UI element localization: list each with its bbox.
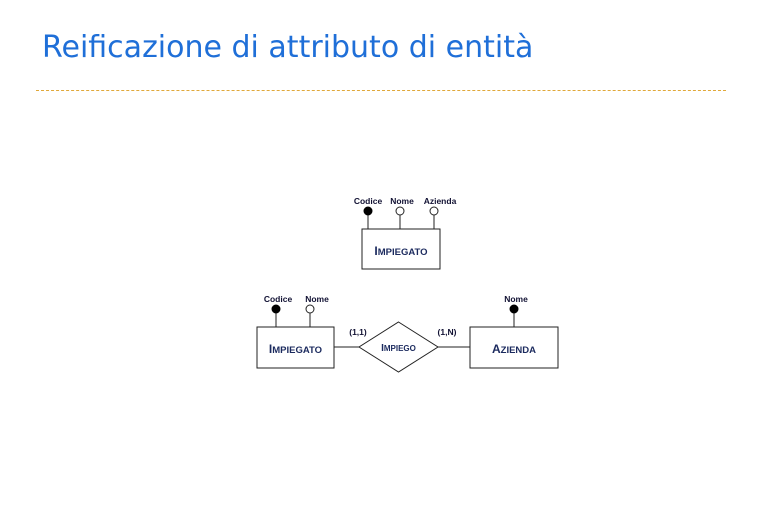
- slide-title: Reificazione di attributo di entità: [42, 30, 534, 65]
- top-entity-initial: I: [374, 244, 378, 258]
- left-attr-codice-identifier-dot: [272, 305, 280, 313]
- left-entity-impiegato-label: [269, 342, 322, 356]
- top-attr-azienda-label: Azienda: [423, 196, 457, 206]
- top-entity-group: [354, 196, 457, 269]
- top-attr-codice-identifier-dot: [364, 207, 372, 215]
- relationship-initial: I: [381, 343, 384, 354]
- right-entity-rest: ZIENDA: [500, 345, 537, 356]
- right-entity-initial: A: [491, 342, 501, 356]
- relationship-rest: MPIEGO: [383, 344, 416, 353]
- right-attr-nome-label: Nome: [504, 294, 528, 304]
- left-entity-rest: MPIEGATO: [272, 345, 323, 356]
- right-cardinality-label: (1,N): [437, 327, 457, 337]
- top-entity-rest: MPIEGATO: [377, 247, 428, 258]
- top-entity-impiegato-label: [374, 244, 427, 258]
- top-attr-nome-label: Nome: [390, 196, 414, 206]
- relationship-impiego-label: [381, 343, 416, 354]
- top-attr-codice-label: Codice: [353, 196, 383, 206]
- right-attr-nome-identifier-dot: [510, 305, 518, 313]
- left-attr-codice-label: Codice: [263, 294, 293, 304]
- top-attr-nome-dot: [396, 207, 404, 215]
- top-attr-azienda-dot: [430, 207, 438, 215]
- left-attr-nome-label: Nome: [305, 294, 329, 304]
- bottom-diagram-group: [257, 294, 558, 372]
- left-cardinality-label: (1,1): [349, 327, 367, 337]
- right-entity-azienda-label: [492, 342, 536, 356]
- left-attr-nome-dot: [306, 305, 314, 313]
- left-entity-initial: I: [268, 342, 273, 356]
